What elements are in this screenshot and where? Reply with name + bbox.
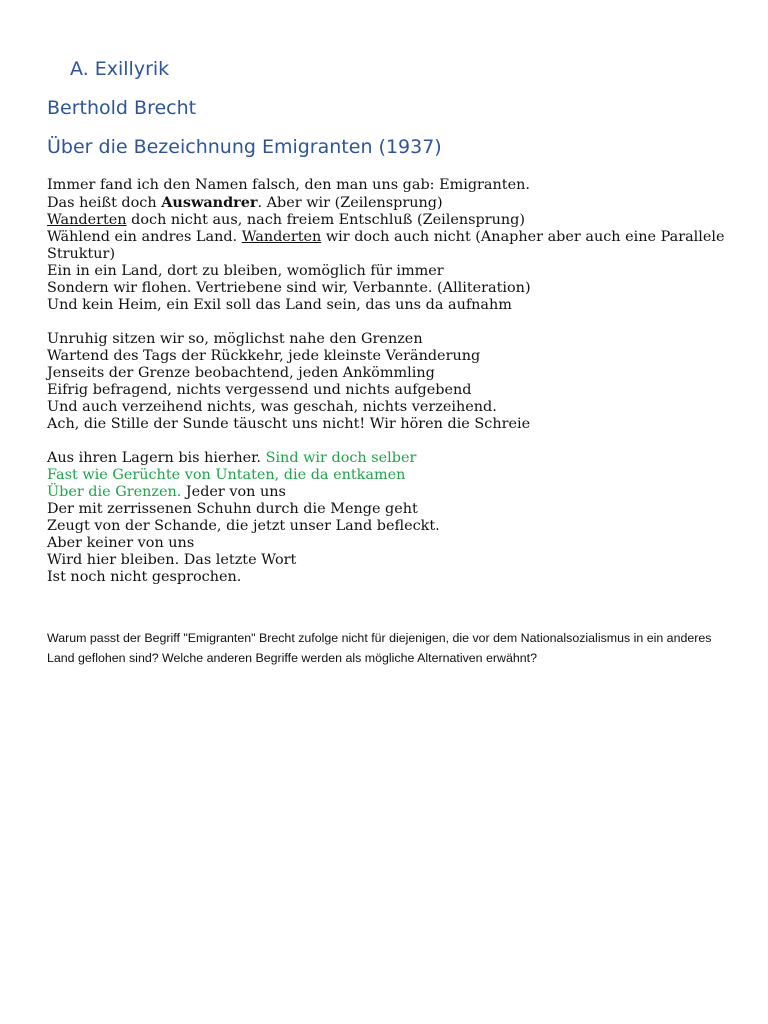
poem-line: Sondern wir flohen. Vertriebene sind wir, Verbannte. (Alliteration) (47, 280, 531, 296)
stanza-2 (47, 331, 747, 433)
line-text: Wählend ein andres Land. (47, 229, 242, 245)
poem-line: Wartend des Tags der Rückkehr, jede kleinste Veränderung (47, 348, 481, 364)
poem-line: Und kein Heim, ein Exil soll das Land sein, das uns da aufnahm (47, 297, 512, 313)
poem-title-heading: Über die Bezeichnung Emigranten (1937) (47, 136, 442, 158)
line-text: Jeder von uns (181, 484, 286, 500)
poem-line (47, 484, 747, 501)
poem-line: Wird hier bleiben. Das letzte Wort (47, 552, 297, 568)
bold-word: Auswandrer (161, 194, 258, 211)
poem-line: Der mit zerrissenen Schuhn durch die Menge geht (47, 501, 418, 517)
poem-line: Ach, die Stille der Sunde täuscht uns nicht! Wir hören die Schreie (47, 416, 531, 432)
line-text: . Aber wir (Zeilensprung) (257, 195, 443, 211)
highlighted-line: Fast wie Gerüchte von Untaten, die da entkamen (47, 467, 406, 483)
poem-line: Und auch verzeihend nichts, was geschah, nichts verzeihend. (47, 399, 497, 415)
poem-line: Ist noch nicht gesprochen. (47, 569, 242, 585)
poem-line: Jenseits der Grenze beobachtend, jeden Ankömmling (47, 365, 435, 381)
line-text: wir doch auch nicht (Anapher aber auch eine Parallele Struktur) (47, 229, 725, 262)
poem-line: Eifrig befragend, nichts vergessend und nichts aufgebend (47, 382, 472, 398)
line-text: doch nicht aus, nach freiem Entschluß (Zeilensprung) (126, 212, 525, 228)
poem-line: Aber keiner von uns (47, 535, 195, 551)
poem-line (47, 212, 747, 229)
stanza-3 (47, 450, 747, 586)
poem-text (47, 177, 747, 603)
section-heading: A. Exillyrik (70, 58, 170, 80)
poem-line: Unruhig sitzen wir so, möglichst nahe den Grenzen (47, 331, 423, 347)
highlighted-text: Sind wir doch selber (265, 450, 417, 466)
author-heading: Berthold Brecht (47, 97, 197, 119)
question-text: Warum passt der Begriff "Emigranten" Brecht zufolge nicht für diejenigen, die vor dem Nationalsozialismus in ein anderes Land geflohen sind? Welche anderen Begriffe werden als mögliche Alternativen erwähnt? (47, 631, 712, 665)
poem-line: Ein in ein Land, dort zu bleiben, womöglich für immer (47, 263, 444, 279)
underlined-word: Wanderten (47, 212, 127, 228)
stanza-1 (47, 177, 747, 314)
underlined-word: Wanderten (241, 229, 322, 245)
poem-line (47, 229, 747, 263)
highlighted-text: Über die Grenzen. (47, 484, 182, 500)
line-text: Das heißt doch (47, 195, 162, 211)
line-text: Aus ihren Lagern bis hierher. (47, 450, 266, 466)
poem-line (47, 450, 747, 467)
poem-line: Zeugt von der Schande, die jetzt unser Land befleckt. (47, 518, 440, 534)
poem-line: Immer fand ich den Namen falsch, den man uns gab: Emigranten. (47, 177, 530, 193)
poem-line (47, 194, 747, 212)
